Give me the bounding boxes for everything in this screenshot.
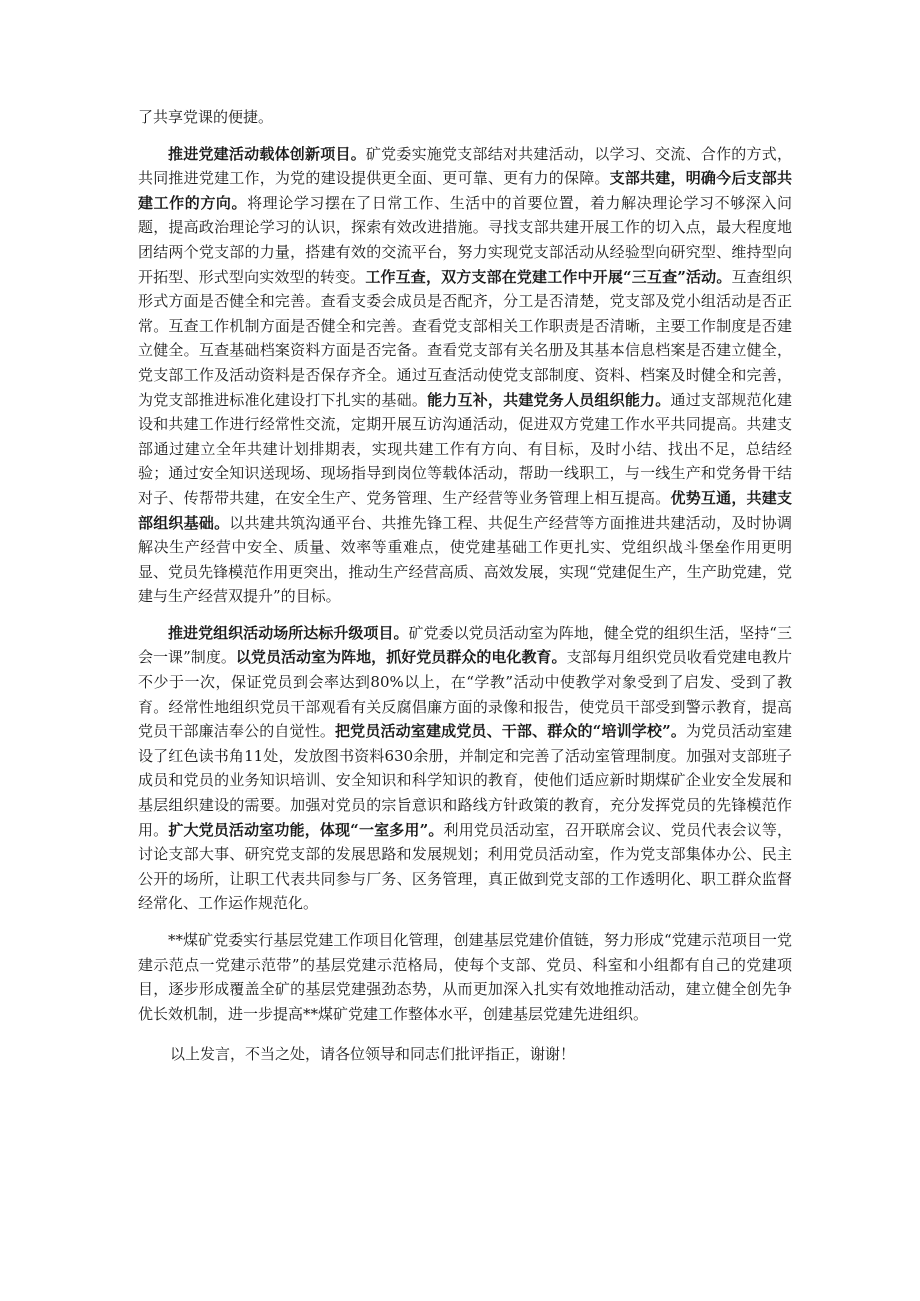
run-text: 将理论学习摆在了日常工作、生活中的首要位置，着力解决理论学习不够深入问题，提高政治理论学习的认识，探索有效改进措施。寻找支部共建开展工作的切入点，最大程度地团结两个党支部的力量，搭建有效的交流平台，努力实现党支部活动从经验型向研究型、维持型向开拓型、形式型向实效型的转变。 — [138, 193, 792, 286]
subheading-training-school: 把党员活动室建成党员、干部、群众的“培训学校”。 — [335, 722, 687, 741]
run-text: 利用党员活动室，召开联席会议、党员代表会议等，讨论支部大事、研究党支部的发展思路和发展规划；利用党员活动室，作为党支部集体办公、民主公开的场所，让职工代表共同参与厂务、区务管理，真正做到党支部的工作透明化、职工群众监督经常化、工作运作规范化。 — [138, 820, 792, 913]
subheading-branch-cobuild: 支部共建，明确今后支部共建工作的方向。 — [138, 169, 792, 212]
subheading-mutual-check: 工作互查，双方支部在党建工作中开展“三互查”活动。 — [365, 267, 732, 286]
paragraph-activity-venue — [138, 621, 792, 916]
run-text: 互查组织形式方面是否健全和完善。查看支委会成员是否配齐，分工是否清楚，党支部及党小组活动是否正常。互查工作机制方面是否健全和完善。查看党支部相关工作职责是否清晰，主要工作制度是否建立健全。互查基础档案资料方面是否完备。查看党支部有关名册及其基本信息档案是否建立健全，党支部工作及活动资料是否保存齐全。通过互查活动使党支部制度、资料、档案及时健全和完善，为党支部推进标准化建设打下扎实的基础。 — [138, 267, 792, 409]
run-text: 支部每月组织党员收看党建电教片不少于一次，保证党员到会率达到80%以上，在“学教”活动中使教学对象受到了启发、受到了教育。经常性地组织党员干部观看有关反腐倡廉方面的录像和报告，使党员干部受到警示教育，提高党员干部廉洁奉公的自觉性。 — [138, 648, 792, 741]
run-text: 矿党委实施党支部结对共建活动，以学习、交流、合作的方式，共同推进党建工作，为党的建设提供更全面、更可靠、更有力的保障。 — [138, 144, 792, 188]
heading-activity-venue: 推进党组织活动场所达标升级项目。 — [168, 623, 409, 642]
subheading-advantage-connect: 优势互通，共建支部组织基础。 — [138, 488, 792, 532]
paragraph-activity-carrier — [138, 142, 792, 609]
subheading-electronic-education: 以党员活动室为阵地，抓好党员群众的电化教育。 — [235, 648, 567, 667]
run-text: 通过支部规范化建设和共建工作进行经常性交流，定期开展互访沟通活动，促进双方党建工作水平共同提高。共建支部通过建立全年共建计划排期表，实现共建工作有方向、有目标，及时小结、找出不足，总结经验；通过安全知识送现场、现场指导到岗位等载体活动，帮助一线职工，与一线生产和党务骨干结对子、传帮带共建，在安全生产、党务管理、生产经营等业务管理上相互提高。 — [138, 390, 792, 507]
paragraph-continuation: 了共享党课的便捷。 — [138, 108, 274, 126]
run-text: 以共建共筑沟通平台、共推先锋工程、共促生产经营等方面推进共建活动，及时协调解决生产经营中安全、质量、效率等重难点，使党建基础工作更扎实、党组织战斗堡垒作用更明显、党员先锋模范作用更突出，推动生产经营高质、高效发展，实现“党建促生产，生产助党建，党建与生产经营双提升”的目标。 — [138, 513, 792, 606]
run-text: 为党员活动室建设了红色读书角11处，发放图书资料630余册，并制定和完善了活动室管理制度。加强对支部班子成员和党员的业务知识培训、安全知识和科学知识的教育，使他们适应新时期煤矿企业安全发展和基层组织建设的需要。加强对党员的宗旨意识和路线方针政策的教育，充分发挥党员的先锋模范作用。 — [138, 722, 792, 839]
paragraph-summary: **煤矿党委实行基层党建工作项目化管理，创建基层党建价值链，努力形成“党建示范项目一党建示范点一党建示范带”的基层党建示范格局，使每个支部、党员、科室和小组都有自己的党建项目，逐步形成覆盖全矿的基层党建强劲态势，从而更加深入扎实有效地推动活动，建立健全创先争优长效机制，进一步提高**煤矿党建工作整体水平，创建基层党建先进组织。 — [138, 931, 792, 1023]
document-page — [138, 105, 792, 1067]
paragraph-closing: 以上发言，不当之处，请各位领导和同志们批评指正，谢谢！ — [170, 1045, 576, 1064]
run-text: 矿党委以党员活动室为阵地，健全党的组织生活，坚持“三会一课”制度。 — [138, 623, 792, 667]
subheading-multi-use: 扩大党员活动室功能，体现“一室多用”。 — [168, 820, 444, 839]
subheading-ability-complement: 能力互补，共建党务人员组织能力。 — [427, 390, 671, 409]
heading-activity-carrier: 推进党建活动载体创新项目。 — [168, 144, 366, 163]
